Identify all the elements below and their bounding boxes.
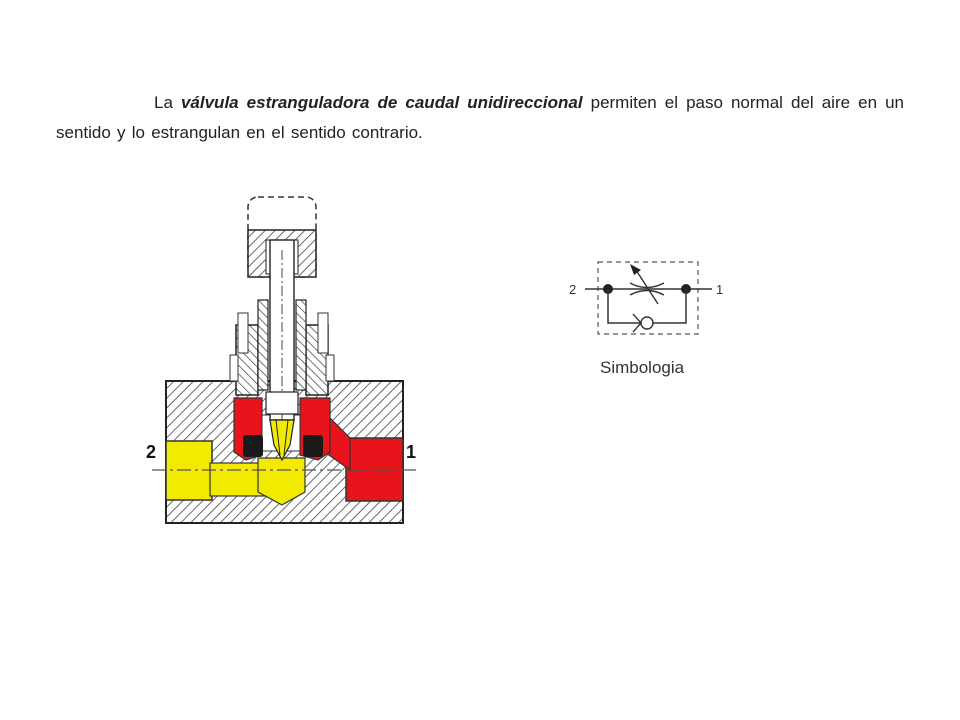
symbol-port-2-label: 2 <box>569 282 577 297</box>
adjustable-arrow-icon <box>630 264 641 275</box>
section-port-2-label: 2 <box>146 442 157 462</box>
seal-left <box>243 435 263 457</box>
valve-name-emphasis: válvula estranguladora de caudal unidireccional <box>180 93 583 112</box>
seal-right <box>303 435 323 457</box>
valve-section-view <box>146 197 418 523</box>
symbol-caption: Simbologia <box>600 358 685 377</box>
valve-symbol <box>569 262 723 377</box>
description-rest: permiten el paso normal del aire en un sentido y lo estrangulan en el sentido contrario. <box>56 93 904 142</box>
section-port-1-label: 1 <box>406 442 417 462</box>
lead-word: La <box>154 93 173 112</box>
symbol-port-1-label: 1 <box>716 282 724 297</box>
needle-spindle <box>266 240 298 460</box>
